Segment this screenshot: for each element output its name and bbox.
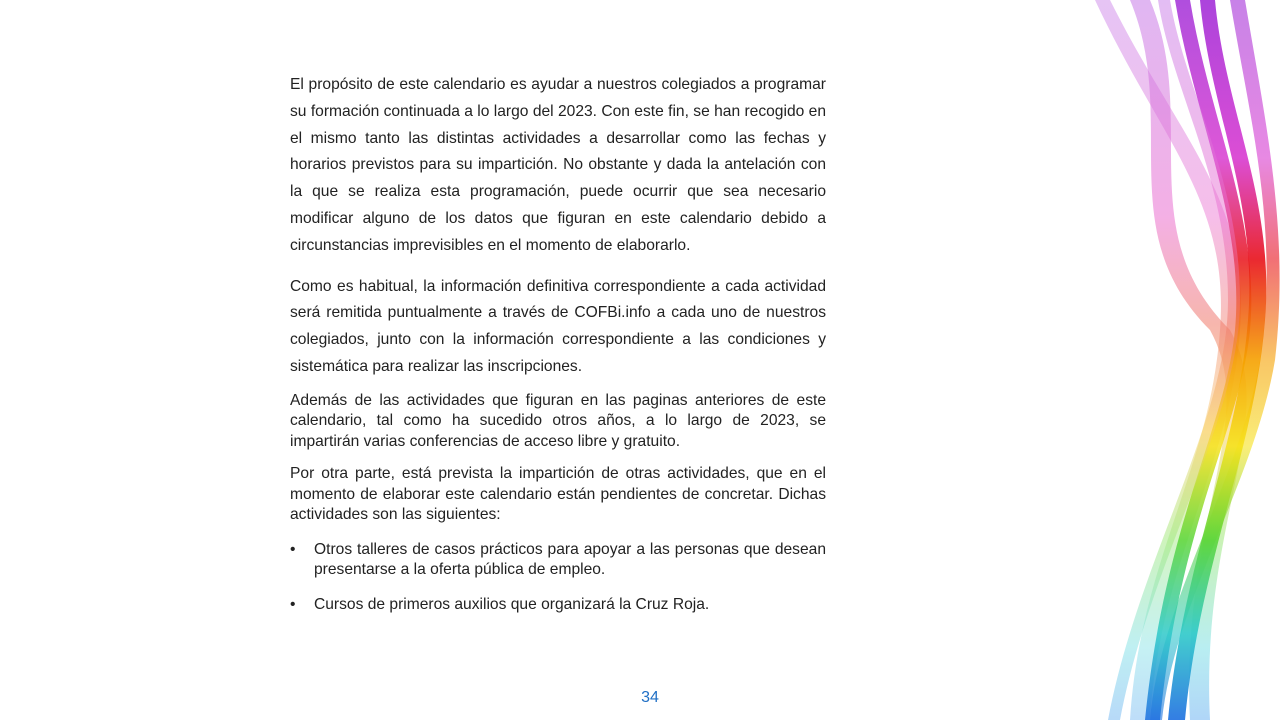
rainbow-ribbon-decoration [1090, 0, 1280, 720]
bullet-icon: • [290, 595, 296, 613]
paragraph-information: Como es habitual, la información definitiva correspondiente a cada actividad será remitida puntualmente a través de COFBi.info a cada uno de nuestros colegiados, junto con la información correspondiente a las condiciones y sistemática para realizar las inscripciones. [290, 277, 826, 375]
paragraph-other-activities: Por otra parte, está prevista la impartición de otras actividades, que en el momento de elaborar este calendario están pendientes de concretar. Dichas actividades son las siguientes: [290, 465, 826, 524]
document-body [290, 72, 826, 629]
page-number: 34 [641, 689, 659, 706]
activities-list [290, 540, 826, 616]
paragraph-intro: El propósito de este calendario es ayudar a nuestros colegiados a programar su formación continuada a lo largo del 2023. Con este fin, se han recogido en el mismo tanto las distintas actividades a desarrollar como las fechas y horarios previstos para su impartición. No obstante y dada la antelación con la que se realiza esta programación, puede ocurrir que sea necesario modificar alguno de los datos que figuran en este calendario debido a circunstancias imprevisibles en el momento de elaborarlo. [290, 76, 826, 254]
list-item-text: Otros talleres de casos prácticos para apoyar a las personas que desean presentarse a la oferta pública de empleo. [314, 540, 826, 579]
paragraph-conferences: Además de las actividades que figuran en las paginas anteriores de este calendario, tal como ha sucedido otros años, a lo largo de 2023, se impartirán varias conferencias de acceso libre y gratuito. [290, 391, 826, 450]
list-item [290, 595, 826, 616]
list-item [290, 540, 826, 581]
bullet-icon: • [290, 540, 296, 558]
list-item-text: Cursos de primeros auxilios que organizará la Cruz Roja. [314, 595, 710, 613]
